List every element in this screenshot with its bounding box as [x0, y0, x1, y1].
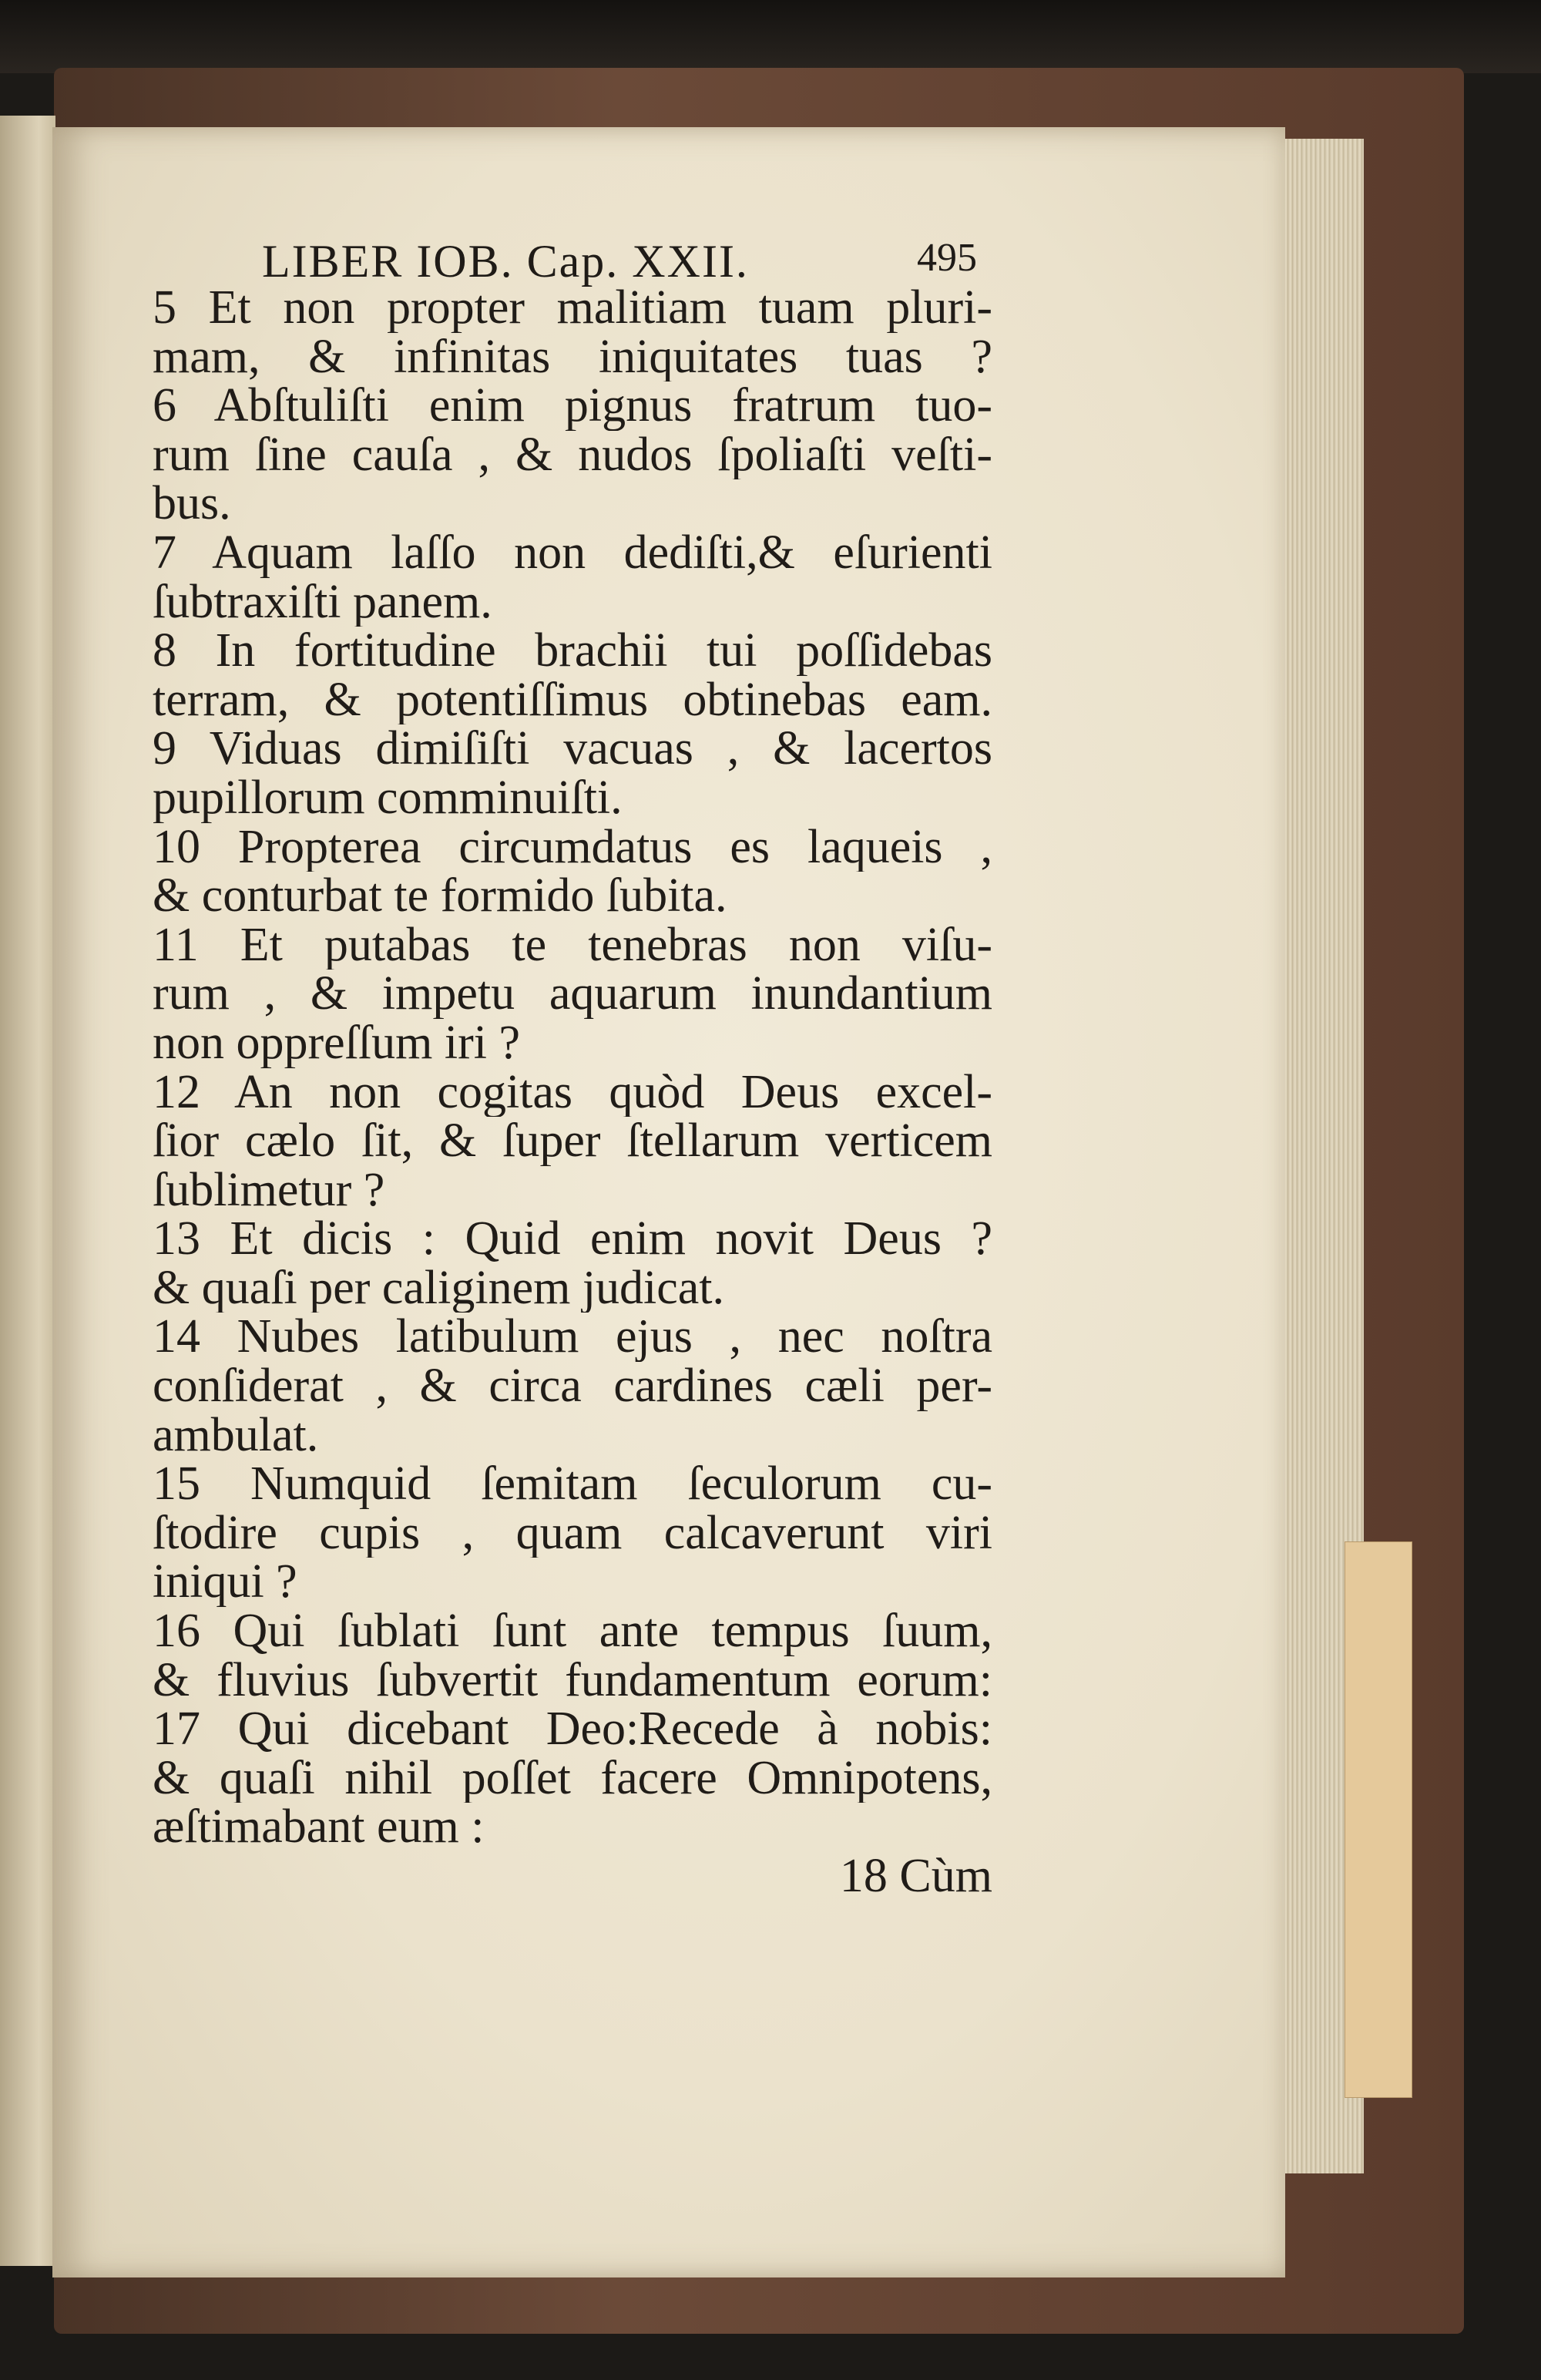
catchword: 18 Cùm	[839, 1852, 992, 1901]
text-line: ſtodire cupis , quam calcaverunt viri	[153, 1508, 992, 1558]
text-line: & quaſi per caliginem judicat.	[153, 1263, 725, 1313]
text-line: ſior cælo ſit, & ſuper ſtellarum verticem	[153, 1117, 992, 1166]
text-line: 13 Et dicis : Quid enim novit Deus ?	[153, 1215, 992, 1264]
text-line: 10 Propterea circumdatus es laqueis ,	[153, 822, 992, 872]
text-line: & fluvius ſubvertit fundamentum eorum:	[153, 1656, 992, 1706]
text-line: 14 Nubes latibulum ejus , nec noſtra	[153, 1313, 992, 1363]
text-line: 12 An non cogitas quòd Deus excel-	[153, 1067, 992, 1118]
facing-page-edge	[0, 116, 55, 2266]
text-line: 16 Qui ſublati ſunt ante tempus ſuum,	[153, 1607, 992, 1656]
text-line: 17 Qui dicebant Deo:Recede à nobis:	[153, 1705, 992, 1754]
text-line: æſtimabant eum :	[153, 1803, 485, 1852]
text-line: rum , & impetu aquarum inundantium	[153, 970, 992, 1019]
text-line: 15 Numquid ſemitam ſeculorum cu-	[153, 1460, 992, 1509]
text-line: iniqui ?	[153, 1558, 297, 1608]
text-line: 8 In fortitudine brachii tui poſſidebas	[153, 627, 992, 676]
text-line: 5 Et non propter malitiam tuam pluri-	[153, 284, 992, 333]
text-line: ſublimetur ?	[153, 1165, 385, 1215]
text-line: terram, & potentiſſimus obtinebas eam.	[153, 675, 992, 725]
text-line: 9 Viduas dimiſiſti vacuas , & lacertos	[153, 724, 992, 774]
page-number: 495	[917, 236, 977, 280]
text-line: 6 Abſtuliſti enim pignus fratrum tuo-	[153, 382, 992, 431]
bookmark-ribbon	[1345, 1541, 1412, 2098]
text-line: non oppreſſum iri ?	[153, 1018, 520, 1068]
text-line: rum ſine cauſa , & nudos ſpoliaſti veſti-	[153, 430, 992, 480]
text-line: pupillorum comminuiſti.	[153, 773, 623, 823]
running-title: LIBER IOB. Cap. XXII.	[262, 236, 749, 287]
text-line: ambulat.	[153, 1410, 319, 1461]
text-line: & conturbat te formido ſubita.	[153, 872, 727, 921]
page-text	[153, 284, 992, 1901]
background-top	[0, 0, 1541, 73]
text-line: mam, & infinitas iniquitates tuas ?	[153, 332, 992, 382]
text-line: 11 Et putabas te tenebras non viſu-	[153, 920, 992, 970]
text-line: bus.	[153, 479, 231, 529]
text-line: 7 Aquam laſſo non dediſti,& eſurienti	[153, 528, 992, 578]
text-line: conſiderat , & circa cardines cæli per-	[153, 1362, 992, 1411]
text-line: ſubtraxiſti panem.	[153, 577, 492, 627]
text-line: & quaſi nihil poſſet facere Omnipotens,	[153, 1753, 992, 1803]
